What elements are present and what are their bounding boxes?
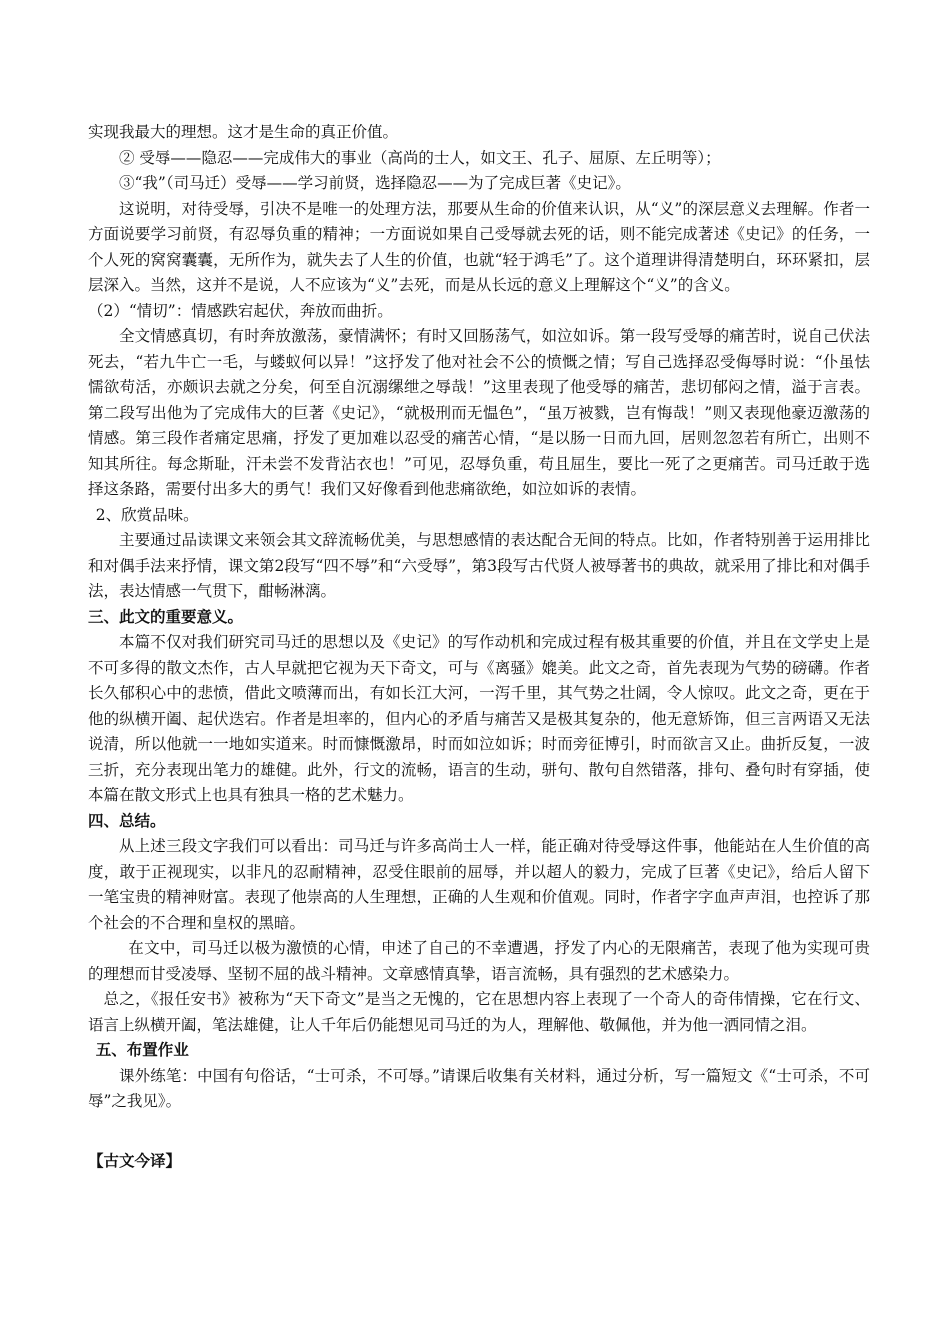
list-item-sima-qian: ③“我”（司马迁）受辱——学习前贤，选择隐忍——为了完成巨著《史记》。 xyxy=(119,174,631,192)
paragraph-appreciation: 主要通过品读课文来领会其文辞流畅优美，与思想感情的表达配合无间的特点。比如，作者特别善于运用排比和对偶手法来抒情，课文第2段写“四不辱”和“六受辱”，第3段写古代贤人被辱著书的典故，就采用了排比和对偶手法，表达情感一气贯下，酣畅淋漓。 xyxy=(88,531,870,600)
list-item-humiliation-endurance: ② 受辱——隐忍——完成伟大的事业（高尚的士人，如文王、孔子、屈原、左丘明等）； xyxy=(119,148,721,167)
section-heading-translation: 【古文今译】 xyxy=(88,1151,182,1170)
subheading-appreciation: 2、欣赏品味。 xyxy=(95,505,199,524)
subheading-emotion: （2）“情切”：情感跌宕起伏，奔放而曲折。 xyxy=(88,301,393,320)
paragraph-life-value: 实现我最大的理想。这才是生命的真正价值。 xyxy=(88,123,399,141)
paragraph-summary-2: 在文中，司马迁以极为激愤的心情，申述了自己的不幸遭遇，抒发了内心的无限痛苦，表现了他为实现可贵的理想而甘受凌辱、坚韧不屈的战斗精神。文章感情真挚，语言流畅，具有强烈的艺术感染力。 xyxy=(88,939,870,983)
paragraph-summary-1: 从上述三段文字我们可以看出：司马迁与许多高尚士人一样，能正确对待受辱这件事，他能站在人生价值的高度，敢于正视现实，以非凡的忍耐精神，忍受住眼前的屈辱，并以超人的毅力，完成了巨著《史记》，给后人留下一笔宝贵的精神财富。表现了他崇高的人生理想，正确的人生观和价值观。同时，作者字字血声声泪，也控诉了那个社会的不合理和皇权的黑暗。 xyxy=(88,837,870,932)
section-heading-summary: 四、总结。 xyxy=(88,811,166,830)
paragraph-righteousness: 这说明，对待受辱，引决不是唯一的处理方法，那要从生命的价值来认识，从“义”的深层意义去理解。作者一方面说要学习前贤，有忍辱负重的精神；一方面说如果自己受辱就去死的话，则不能完成著述《史记》的任务，一个人死的窝窝囊囊，无所作为，就失去了人生的价值，也就“轻于鸿毛”了。这个道理讲得清楚明白，环环紧扣，层层深入。当然，这并不是说，人不应该为“义”去死，而是从长远的意义上理解这个“义”的含义。 xyxy=(88,199,870,294)
document-page xyxy=(88,120,870,1174)
section-heading-homework: 五、布置作业 xyxy=(95,1041,189,1059)
spacer xyxy=(88,1115,870,1149)
paragraph-significance: 本篇不仅对我们研究司马迁的思想以及《史记》的写作动机和完成过程有极其重要的价值，并且在文学史上是不可多得的散文杰作，古人早就把它视为天下奇文，可与《离骚》媲美。此文之奇，首先表现为气势的磅礴。作者长久郁积心中的悲愤，借此文喷薄而出，有如长江大河，一泻千里，其气势之壮阔，令人惊叹。此文之奇，更在于他的纵横开阖、起伏迭宕。作者是坦率的，但内心的矛盾与痛苦又是极其复杂的，他无意矫饰，但三言两语又无法说清，所以他就一一地如实道来。时而慷慨激昂，时而如泣如诉；时而旁征博引，时而欲言又止。曲折反复，一波三折，充分表现出笔力的雄健。此外，行文的流畅，语言的生动，骈句、散句自然错落，排句、叠句时有穿插，使本篇在散文形式上也具有独具一格的艺术魅力。 xyxy=(88,633,870,804)
paragraph-homework: 课外练笔：中国有句俗话，“士可杀，不可辱。”请课后收集有关材料，通过分析，写一篇短文《“士可杀，不可辱”之我见》。 xyxy=(88,1066,870,1110)
section-heading-significance: 三、此文的重要意义。 xyxy=(88,607,244,626)
paragraph-summary-3: 总之，《报任安书》被称为“天下奇文”是当之无愧的，它在思想内容上表现了一个奇人的奇伟情操，它在行文、语言上纵横开阖，笔法雄健，让人千年后仍能想见司马迁的为人，理解他、敬佩他，并为他一洒同情之泪。 xyxy=(88,990,870,1034)
paragraph-emotion-analysis: 全文情感真切，有时奔放激荡，豪情满怀；有时又回肠荡气，如泣如诉。第一段写受辱的痛苦时，说自己伏法死去，“若九牛亡一毛，与蝼蚁何以异！”这抒发了他对社会不公的愤慨之情；写自己选择忍受侮辱时说：“仆虽怯懦欲苟活，亦颇识去就之分矣，何至自沉溺缧绁之辱哉！”这里表现了他受辱的痛苦，悲切郁闷之情，溢于言表。第二段写出他为了完成伟大的巨著《史记》，“就极刑而无愠色”，“虽万被戮，岂有悔哉！”则又表现他豪迈激荡的情感。第三段作者痛定思痛，抒发了更加难以忍受的痛苦心情，“是以肠一日而九回，居则忽忽若有所亡，出则不知其所往。每念斯耻，汗未尝不发背沾衣也！”可见，忍辱负重，苟且屈生，要比一死了之更痛苦。司马迁敢于选择这条路，需要付出多大的勇气！我们又好像看到他悲痛欲绝，如泣如诉的表情。 xyxy=(88,327,870,498)
